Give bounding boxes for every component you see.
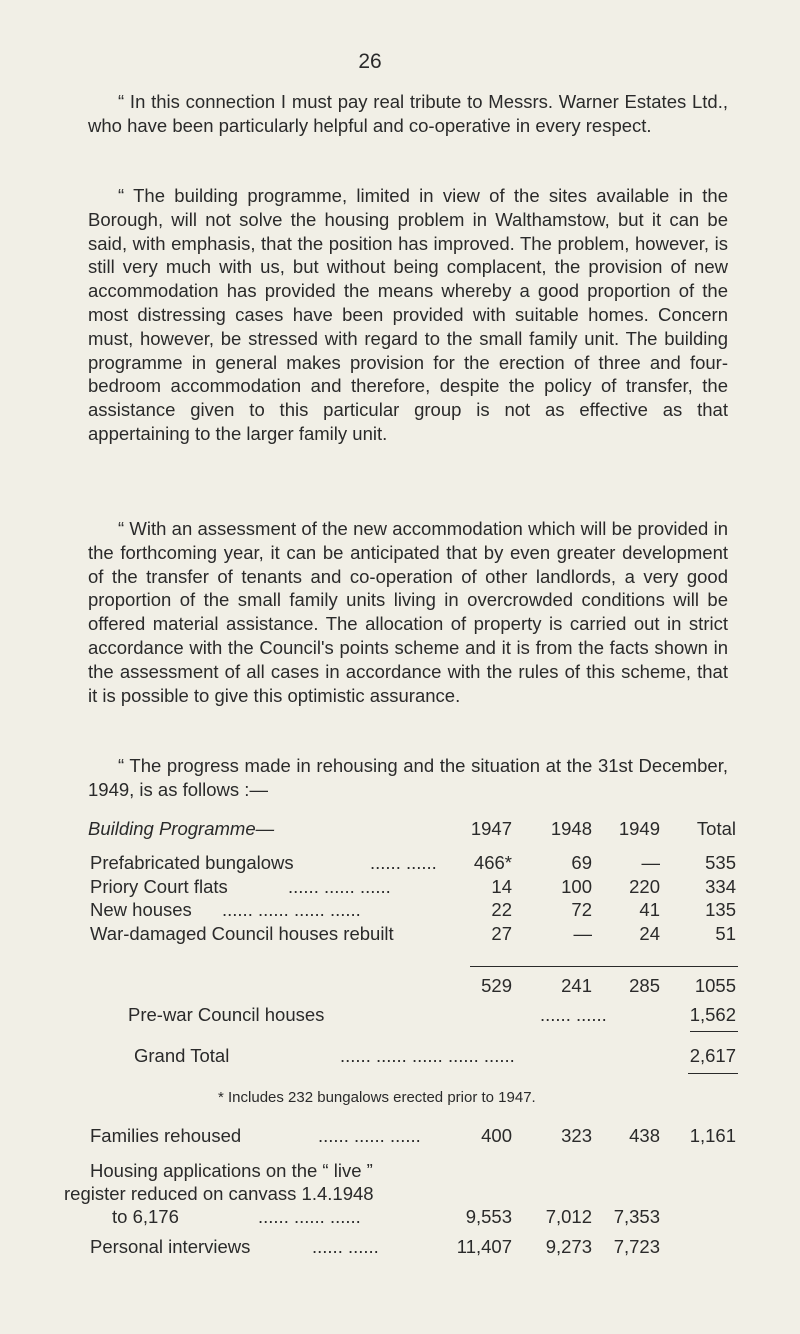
stat-cell: 400 — [481, 1125, 512, 1146]
subtotal-rule — [470, 966, 738, 967]
grand-total: 2,617 — [689, 1045, 736, 1066]
grand-total-label: Grand Total — [134, 1045, 230, 1066]
stat-cell: 7,012 — [545, 1206, 592, 1227]
stat-cell: 438 — [629, 1125, 660, 1146]
table-cell: 27 — [491, 923, 512, 944]
table-cell: 69 — [571, 852, 592, 873]
stat-cell: 11,407 — [456, 1236, 512, 1257]
subtotal-1947: 529 — [481, 975, 512, 996]
stat-cell: 1,161 — [689, 1125, 736, 1146]
prewar-total: 1,562 — [689, 1004, 736, 1025]
row-leader: ...... ...... ...... ...... ...... — [340, 1045, 515, 1066]
subtotal-1949: 285 — [629, 975, 660, 996]
table-cell: — — [573, 923, 592, 944]
subtotal-1948: 241 — [561, 975, 592, 996]
table-cell: 51 — [715, 923, 736, 944]
column-header-total: Total — [696, 818, 736, 839]
stat-cell: 9,273 — [545, 1236, 592, 1257]
table-cell: 135 — [705, 899, 736, 920]
prewar-label: Pre-war Council houses — [128, 1004, 325, 1025]
column-header-1947: 1947 — [470, 818, 512, 839]
paragraph-1: “ In this connection I must pay real tribute to Messrs. Warner Estates Ltd., who have been particularly helpful and co-operative in every respect. — [88, 91, 728, 136]
row-leader: ...... ...... — [370, 852, 437, 873]
page-number: 26 — [358, 50, 382, 73]
table-cell: 466* — [473, 852, 512, 873]
table-cell: 72 — [571, 899, 592, 920]
table-cell: 14 — [491, 876, 512, 897]
table-cell: 334 — [705, 876, 736, 897]
row-leader: ...... ...... ...... — [318, 1125, 421, 1146]
paragraph-4: “ The progress made in rehousing and the situation at the 31st December, 1949, is as follows :— — [88, 755, 728, 800]
paragraph-2: “ The building programme, limited in view of the sites available in the Borough, will not solve the housing problem in Walthamstow, but it can be said, with emphasis, that the position has improved. The problem, however, is still very much with us, but without being complacent, the provision of new accommodation has provided the means whereby a good proportion of the most distressing cases have been provided with suitable homes. Concern must, however, be stressed with regard to the small family unit. The building programme in general makes provision for the erection of three and four-bedroom accommodation and therefore, despite the policy of transfer, the assistance given to this particular group is not as effective as that appertaining to the larger family unit. — [88, 185, 728, 444]
stat-label-families: Families rehoused — [90, 1125, 242, 1146]
footnote: * Includes 232 bungalows erected prior to 1947. — [218, 1089, 536, 1106]
table-cell: 24 — [639, 923, 660, 944]
row-leader: ...... ...... ...... — [288, 876, 391, 897]
table-cell: 535 — [705, 852, 736, 873]
stat-cell: 7,723 — [613, 1236, 660, 1257]
row-leader: ...... ...... — [540, 1004, 607, 1025]
row-label-prefabricated: Prefabricated bungalows — [90, 852, 294, 873]
row-label-war-damaged: War-damaged Council houses rebuilt — [90, 923, 394, 944]
stat-label-housing-1: Housing applications on the “ live ” — [90, 1160, 373, 1181]
column-header-1948: 1948 — [550, 818, 592, 839]
stat-cell: 9,553 — [465, 1206, 512, 1227]
table-cell: 100 — [561, 876, 592, 897]
row-leader: ...... ...... ...... — [258, 1206, 361, 1227]
table-heading: Building Programme— — [88, 818, 275, 839]
grand-underline — [688, 1073, 738, 1074]
stat-label-housing-2: register reduced on canvass 1.4.1948 — [64, 1183, 374, 1204]
stat-cell: 323 — [561, 1125, 592, 1146]
table-cell: 220 — [629, 876, 660, 897]
subtotal-total: 1055 — [694, 975, 736, 996]
table-cell: — — [641, 852, 660, 873]
table-cell: 41 — [639, 899, 660, 920]
stat-label-housing-3: to 6,176 — [112, 1206, 179, 1227]
stat-cell: 7,353 — [613, 1206, 660, 1227]
stat-label-interviews: Personal interviews — [90, 1236, 251, 1257]
paragraph-3: “ With an assessment of the new accommodation which will be provided in the forthcoming year, it can be anticipated that by even greater development of the transfer of tenants and co-operation of other landlords, a very good proportion of the small family units living in overcrowded conditions will be offered material assistance. The allocation of property is carried out in strict accordance with the Council's points scheme and it is from the facts shown in the assessment of all cases in accordance with the rules of this scheme, that it is possible to give this optimistic assurance. — [88, 518, 728, 706]
row-label-priory-court: Priory Court flats — [90, 876, 228, 897]
table-cell: 22 — [491, 899, 512, 920]
row-leader: ...... ...... ...... ...... — [222, 899, 361, 920]
row-label-new-houses: New houses — [90, 899, 192, 920]
row-leader: ...... ...... — [312, 1236, 379, 1257]
column-header-1949: 1949 — [618, 818, 660, 839]
grand-rule — [690, 1031, 738, 1032]
